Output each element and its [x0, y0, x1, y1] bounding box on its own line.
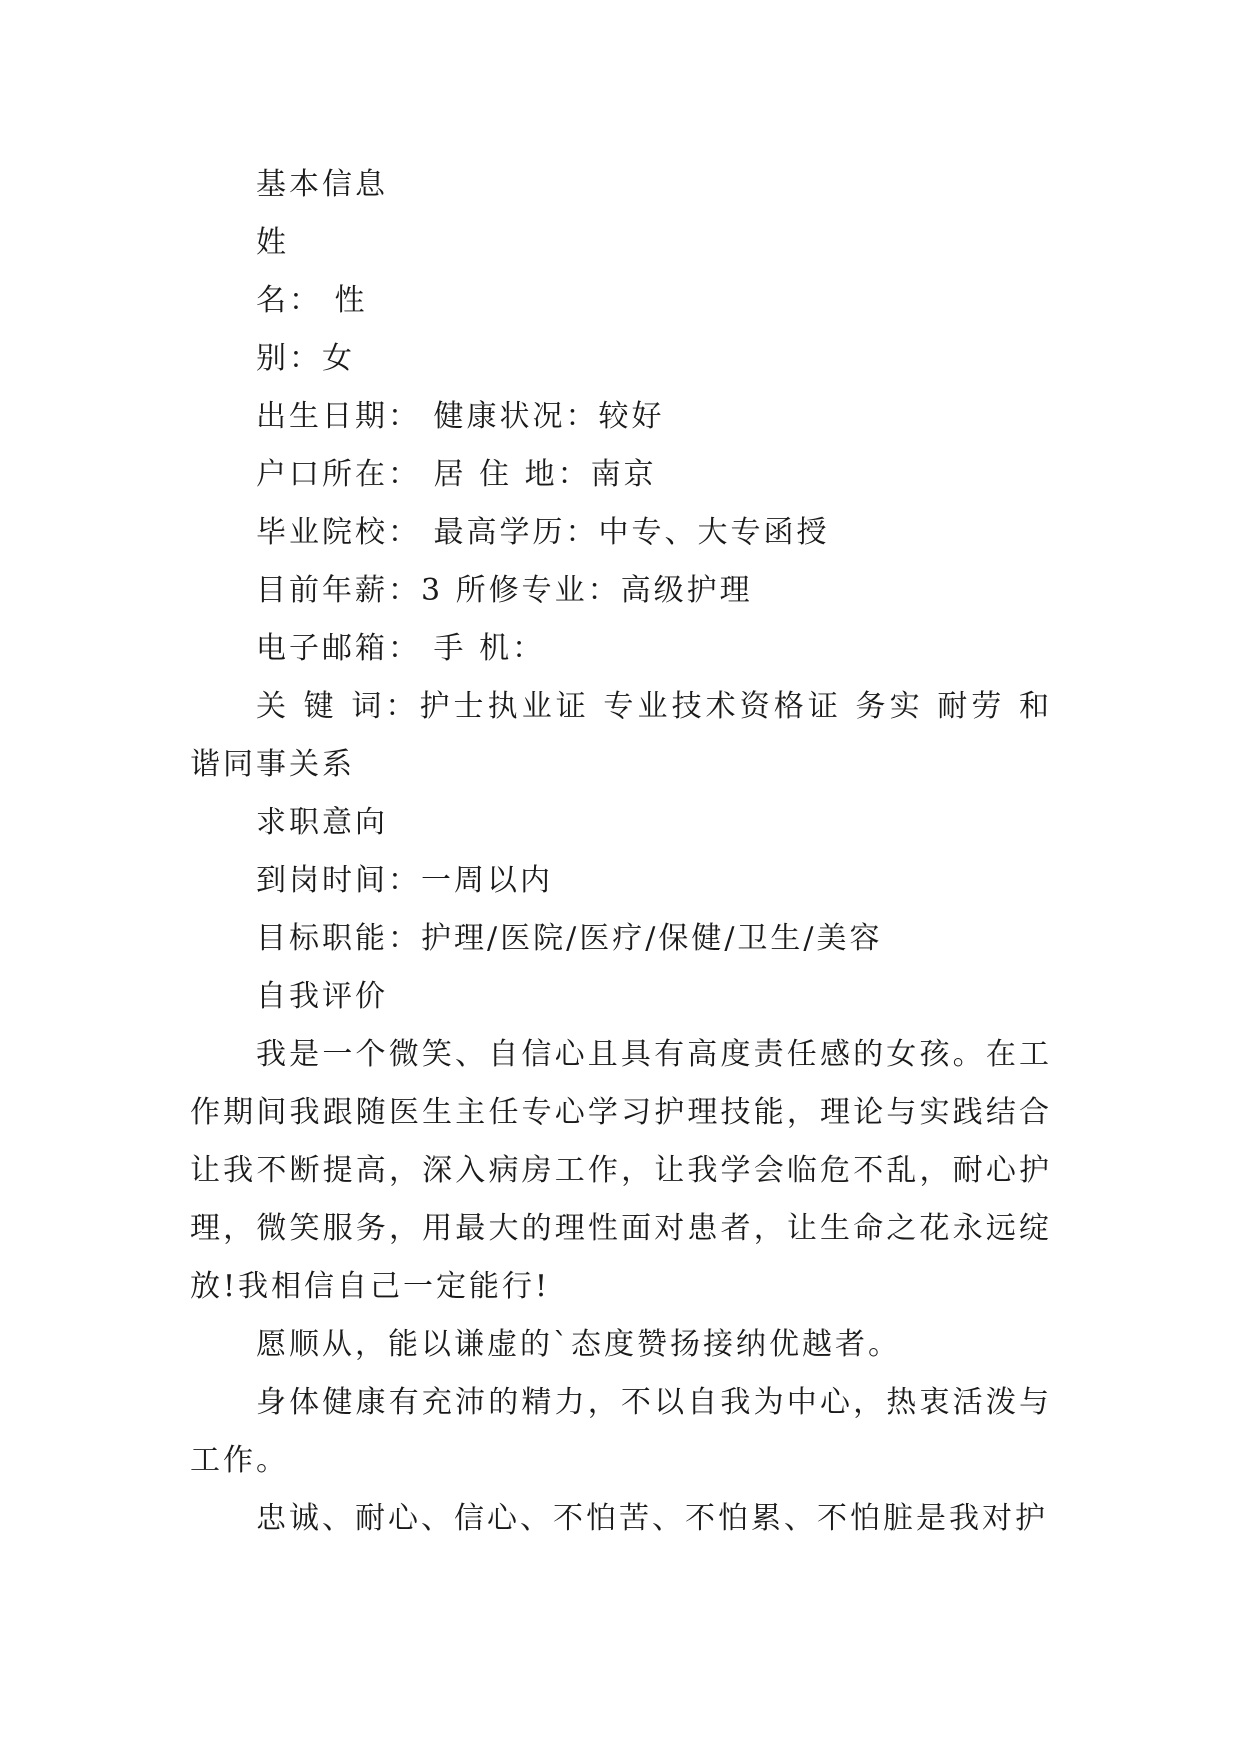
hukou-residence-line: 户口所在： 居 住 地：南京 [256, 457, 657, 492]
name-gender-line: 名： 性 [256, 283, 368, 318]
availability-line: 到岗时间：一周以内 [256, 863, 553, 898]
salary-major-line: 目前年薪：3 所修专业：高级护理 [256, 573, 753, 608]
name-label-part1: 姓 [256, 225, 289, 260]
section-heading-self-evaluation: 自我评价 [256, 979, 388, 1014]
section-heading-basic-info: 基本信息 [256, 167, 388, 202]
birth-health-line: 出生日期： 健康状况：较好 [256, 399, 665, 434]
target-function-line: 目标职能：护理/医院/医疗/保健/卫生/美容 [256, 921, 883, 956]
email-phone-line: 电子邮箱： 手 机： [256, 631, 546, 666]
health-paragraph: 身体健康有充沛的精力，不以自我为中心，热衷活泼与工作。 [190, 1385, 1052, 1478]
keywords-paragraph: 关 键 词：护士执业证 专业技术资格证 务实 耐劳 和谐同事关系 [190, 689, 1052, 782]
gender-line: 别：女 [256, 341, 355, 376]
resume-content [190, 156, 1052, 1548]
school-education-line: 毕业院校： 最高学历：中专、大专函授 [256, 515, 830, 550]
section-heading-job-intention: 求职意向 [256, 805, 388, 840]
self-evaluation-paragraph: 我是一个微笑、自信心且具有高度责任感的女孩。在工作期间我跟随医生主任专心学习护理技能，理论与实践结合让我不断提高，深入病房工作，让我学会临危不乱，耐心护理，微笑服务，用最大的理性面对患者，让生命之花永远绽放!我相信自己一定能行! [190, 1037, 1052, 1304]
loyalty-paragraph: 忠诚、耐心、信心、不怕苦、不怕累、不怕脏是我对护 [256, 1501, 1048, 1536]
humility-paragraph: 愿顺从，能以谦虚的`态度赞扬接纳优越者。 [256, 1327, 901, 1362]
